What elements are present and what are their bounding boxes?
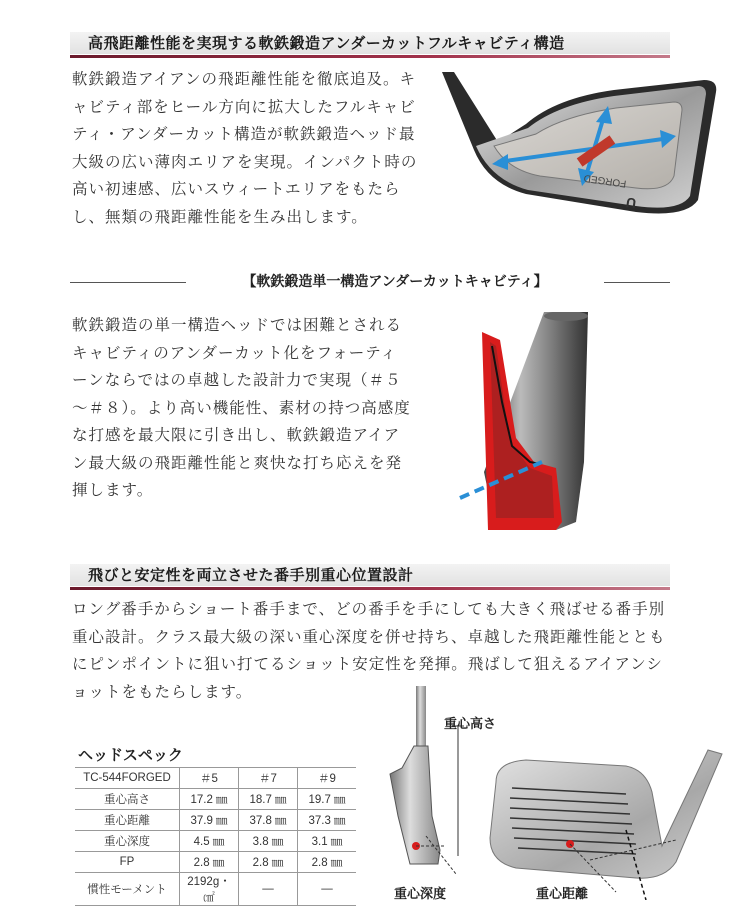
forged-mark: FORGED [583, 171, 628, 189]
cell: 3.8 ㎜ [239, 831, 298, 852]
subsection-title: 【軟鉄鍛造単一構造アンダーカットキャビティ】 [242, 274, 548, 290]
cell: 3.1 ㎜ [298, 831, 357, 852]
table-row [75, 831, 356, 852]
table-header-cell: ＃9 [298, 768, 357, 789]
section-header-underline [70, 587, 670, 590]
spec-table [75, 767, 356, 906]
cell: 2.8 ㎜ [298, 852, 357, 873]
table-header-cell: ＃5 [180, 768, 239, 789]
subsection-body: 軟鉄鍛造の単一構造ヘッドでは困難とされるキャビティのアンダーカット化をフォーティーンならではの卓越した設計力で実現（＃５～＃８）。より高い機能性、素材の持つ高感度な打感を最大限に引き出し、軟鉄鍛造アイアン最大級の飛距離性能と爽快な打ち応えを発揮します。 [72, 316, 411, 499]
iron-cavity-image [436, 72, 726, 222]
subsection-title-row [70, 270, 670, 294]
cell: 17.2 ㎜ [180, 789, 239, 810]
callout-cg-height: 重心高さ [444, 717, 497, 732]
row-label: FP [75, 852, 180, 873]
row-label: 慣性モーメント [75, 873, 180, 906]
cell: 2192g・㎠ [180, 873, 239, 906]
spec-title: ヘッドスペック [78, 746, 183, 764]
table-row [75, 810, 356, 831]
face-view-club-image [476, 742, 736, 900]
table-header-cell: ＃7 [239, 768, 298, 789]
section-header-1 [70, 24, 670, 58]
cell: 37.3 ㎜ [298, 810, 357, 831]
cell: 4.5 ㎜ [180, 831, 239, 852]
cell: 2.8 ㎜ [180, 852, 239, 873]
callout-cg-distance: 重心距離 [536, 887, 589, 902]
table-row [75, 789, 356, 810]
cell: 18.7 ㎜ [239, 789, 298, 810]
row-label: 重心高さ [75, 789, 180, 810]
section-title-2: 飛びと安定性を両立させた番手別重心位置設計 [88, 566, 414, 584]
table-row [75, 852, 356, 873]
cell: — [239, 873, 298, 906]
callout-cg-depth: 重心深度 [394, 887, 447, 902]
title-rule-right [604, 282, 670, 283]
u-mark: U [624, 194, 638, 212]
section-title-1: 高飛距離性能を実現する軟鉄鍛造アンダーカットフルキャビティ構造 [88, 34, 565, 52]
section1-body: 軟鉄鍛造アイアンの飛距離性能を徹底追及。キャビティ部をヒール方向に拡大したフルキャビティ・アンダーカット構造が軟鉄鍛造ヘッド最大級の広い薄肉エリアを実現。インパクト時の高い初速感、広いスウィートエリアをもたらし、無類の飛距離性能を生み出します。 [72, 70, 418, 226]
cell: — [298, 873, 357, 906]
cell: 2.8 ㎜ [239, 852, 298, 873]
cell: 19.7 ㎜ [298, 789, 357, 810]
cell: 37.9 ㎜ [180, 810, 239, 831]
section-header-2 [70, 556, 670, 590]
table-header-cell: TC-544FORGED [75, 768, 180, 789]
table-row [75, 873, 356, 906]
row-label: 重心距離 [75, 810, 180, 831]
section-header-underline [70, 55, 670, 58]
cross-section-image [456, 312, 596, 534]
section2-body: ロング番手からショート番手まで、どの番手を手にしても大きく飛ばせる番手別重心設計。クラス最大級の深い重心深度を併せ持ち、卓越した飛距離性能とともにピンポイントに狙い打てるショット安定性を発揮。飛ばして狙えるアイアンショットをもたらします。 [72, 600, 666, 701]
row-label: 重心深度 [75, 831, 180, 852]
table-header-row [75, 768, 356, 789]
title-rule-left [70, 282, 186, 283]
cell: 37.8 ㎜ [239, 810, 298, 831]
